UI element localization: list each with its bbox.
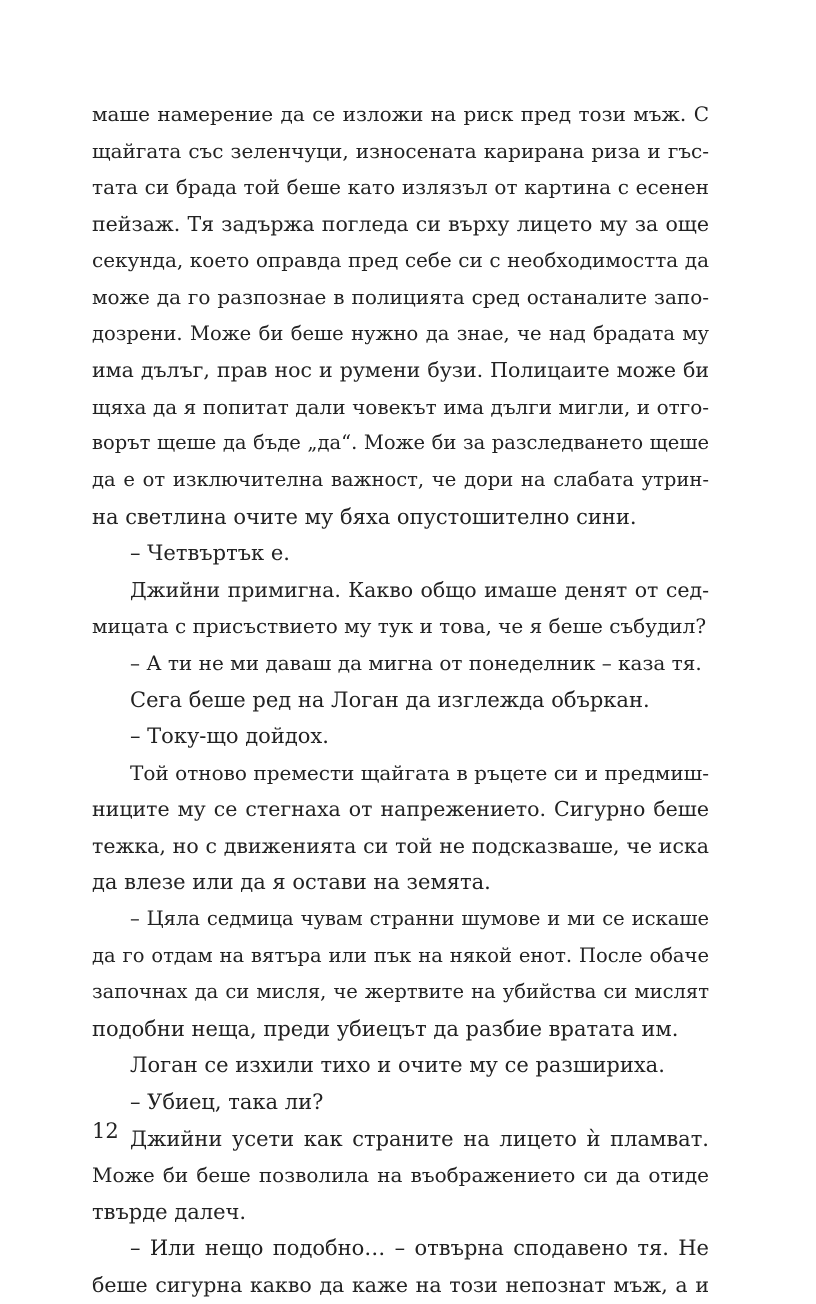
text-line: секунда, което оправда пред себе си с необходимостта да bbox=[92, 248, 709, 273]
text-line: Джийни усети как страните на лицето ѝ пламват. bbox=[130, 1126, 709, 1151]
page-number: 12 bbox=[92, 1119, 119, 1143]
text-line: – Убиец, така ли? bbox=[130, 1090, 324, 1115]
text-line: Сега беше ред на Логан да изглежда объркан. bbox=[130, 687, 650, 712]
body-text bbox=[92, 96, 709, 1304]
text-line: Логан се изхили тихо и очите му се разшириха. bbox=[130, 1053, 665, 1078]
text-line: пейзаж. Тя задържа погледа си върху лицето му за още bbox=[92, 211, 709, 236]
text-line: Може би беше позволила на въображението си да отиде bbox=[92, 1163, 709, 1188]
text-line: има дълъг, прав нос и румени бузи. Полицаите може би bbox=[92, 358, 709, 383]
text-line: маше намерение да се изложи на риск пред този мъж. С bbox=[92, 102, 709, 126]
text-line: – Или нещо подобно… – отвърна сподавено тя. Не bbox=[130, 1236, 709, 1261]
text-line: – Четвъртък е. bbox=[130, 541, 290, 566]
text-line: – Цяла седмица чувам странни шумове и ми се искаше bbox=[130, 907, 709, 931]
text-line: – А ти не ми даваш да мигна от понеделник – каза тя. bbox=[130, 650, 702, 675]
text-line: беше сигурна какво да каже на този непознат мъж, а и bbox=[92, 1273, 709, 1297]
text-line: подобни неща, преди убиецът да разбие вратата им. bbox=[92, 1016, 679, 1041]
text-line: започнах да си мисля, че жертвите на убийства си мислят bbox=[92, 980, 709, 1004]
text-line: да е от изключителна важност, че дори на слабата утрин- bbox=[92, 467, 709, 491]
text-line: щайгата със зеленчуци, износената карирана риза и гъс- bbox=[92, 138, 709, 163]
text-line: – Току-що дойдох. bbox=[130, 724, 329, 749]
text-line: на светлина очите му бяха опустошително сини. bbox=[92, 504, 637, 529]
text-line: щяха да я попитат дали човекът има дълги мигли, и отго- bbox=[92, 394, 709, 419]
text-line: да влезе или да я остави на земята. bbox=[92, 870, 491, 895]
text-line: ниците му се стегнаха от напрежението. Сигурно беше bbox=[92, 797, 709, 822]
text-line: ворът щеше да бъде „да“. Може би за разследването щеше bbox=[92, 431, 709, 455]
text-line: дозрени. Може би беше нужно да знае, че над брадата му bbox=[92, 321, 709, 345]
text-line: твърде далеч. bbox=[92, 1199, 247, 1224]
text-line: Джийни примигна. Какво общо имаше денят от сед- bbox=[130, 577, 709, 602]
text-line: тата си брада той беше като излязъл от картина с есенен bbox=[92, 175, 709, 200]
text-line: тежка, но с движенията си той не подсказваше, че иска bbox=[92, 833, 709, 858]
text-line: Той отново премести щайгата в ръцете си и предмиш- bbox=[130, 760, 709, 785]
text-line: може да го разпознае в полицията сред останалите запо- bbox=[92, 284, 709, 309]
text-line: мицата с присъствието му тук и това, че я беше събудил? bbox=[92, 614, 707, 639]
text-line: да го отдам на вятъра или пък на някой енот. После обаче bbox=[92, 943, 709, 967]
